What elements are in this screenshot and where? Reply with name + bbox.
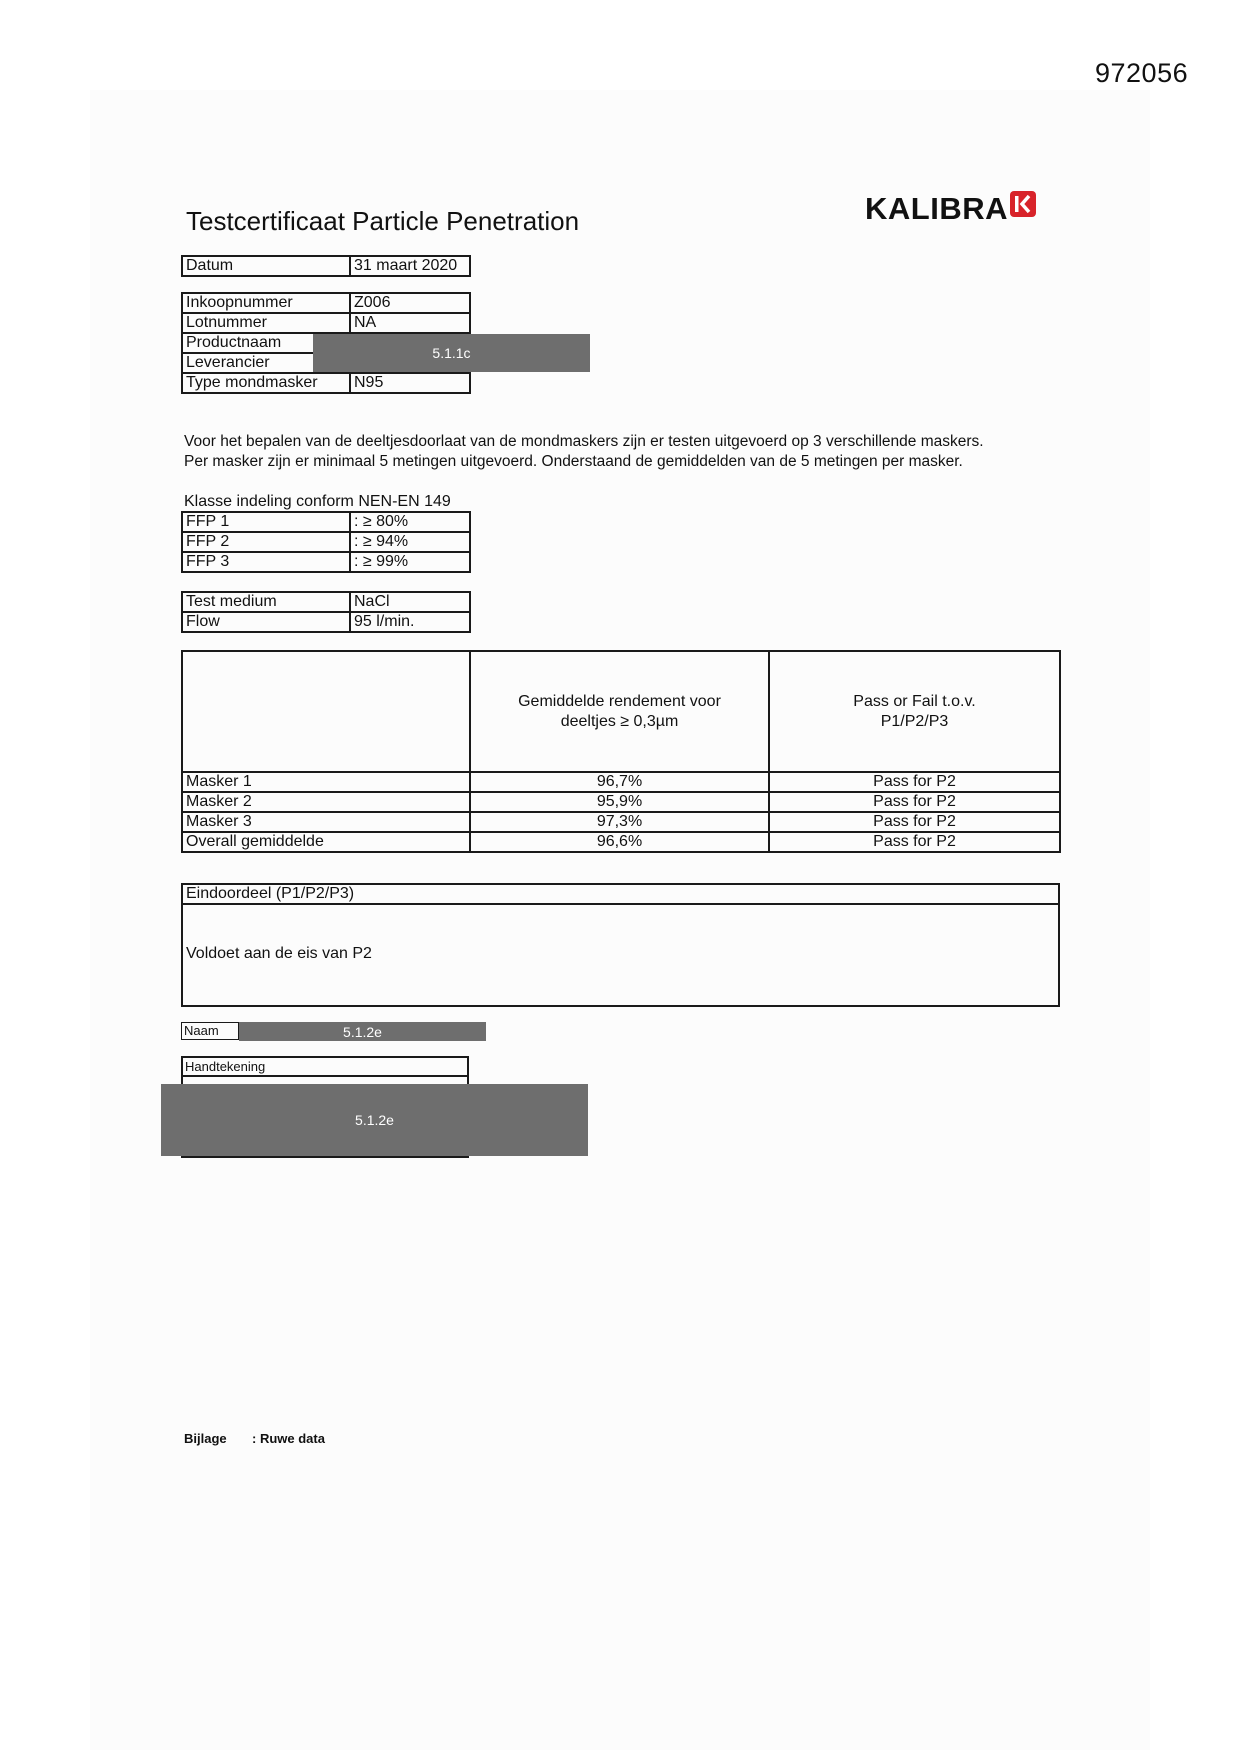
redaction-naam: 5.1.2e — [239, 1022, 486, 1041]
test-row — [182, 612, 470, 632]
table-row — [182, 832, 1060, 852]
results-table — [181, 650, 1061, 853]
klasse-row — [182, 512, 470, 532]
mask-rendement: 97,3% — [470, 812, 769, 832]
header-passfail-line2: P1/P2/P3 — [880, 712, 949, 730]
product-label: Inkoopnummer — [182, 293, 350, 313]
bijlage-value: : Ruwe data — [252, 1431, 325, 1446]
klasse-row — [182, 532, 470, 552]
document-number: 972056 — [1095, 58, 1189, 88]
product-row — [182, 373, 470, 393]
klasse-label: FFP 1 — [182, 512, 350, 532]
results-header-rendement — [470, 651, 769, 772]
klasse-value: : ≥ 99% — [350, 552, 470, 572]
logo-text: KALIBRA — [865, 191, 1008, 226]
header-rendement-line1: Gemiddelde rendement voor — [518, 692, 721, 710]
results-header-row — [182, 651, 1060, 772]
mask-rendement: 96,7% — [470, 772, 769, 792]
klasse-title: Klasse indeling conform NEN-EN 149 — [184, 493, 451, 510]
datum-label: Datum — [182, 256, 350, 276]
mask-name: Masker 2 — [182, 792, 470, 812]
test-label: Flow — [182, 612, 350, 632]
product-value: NA — [350, 313, 470, 333]
datum-table — [181, 255, 471, 277]
klasse-value: : ≥ 94% — [350, 532, 470, 552]
klasse-value: : ≥ 80% — [350, 512, 470, 532]
test-label: Test medium — [182, 592, 350, 612]
table-row — [182, 812, 1060, 832]
test-row — [182, 592, 470, 612]
datum-value: 31 maart 2020 — [350, 256, 470, 276]
product-label: Lotnummer — [182, 313, 350, 333]
intro-line-1: Voor het bepalen van de deeltjesdoorlaat van de mondmaskers zijn er testen uitgevoerd op 3 verschillende maskers. — [184, 433, 984, 450]
test-table — [181, 591, 471, 633]
header-passfail-line1: Pass or Fail t.o.v. — [853, 692, 976, 710]
product-label: Productnaam — [182, 333, 350, 353]
test-value: 95 l/min. — [350, 612, 470, 632]
product-value: Z006 — [350, 293, 470, 313]
product-value: N95 — [350, 373, 470, 393]
klasse-table — [181, 511, 471, 573]
test-value: NaCl — [350, 592, 470, 612]
mask-name: Masker 3 — [182, 812, 470, 832]
product-label: Type mondmasker — [182, 373, 350, 393]
product-label: Leverancier — [182, 353, 350, 373]
verdict-label: Eindoordeel (P1/P2/P3) — [183, 885, 1058, 905]
product-row — [182, 293, 470, 313]
bijlage-label: Bijlage — [184, 1431, 227, 1446]
intro-line-2: Per masker zijn er minimaal 5 metingen uitgevoerd. Onderstaand de gemiddelden van de 5 metingen per masker. — [184, 453, 963, 470]
datum-row — [182, 256, 470, 276]
mask-result: Pass for P2 — [769, 832, 1060, 852]
mask-result: Pass for P2 — [769, 792, 1060, 812]
mask-rendement: 96,6% — [470, 832, 769, 852]
klasse-label: FFP 2 — [182, 532, 350, 552]
certificate-title: Testcertificaat Particle Penetration — [186, 206, 580, 236]
intro-paragraph — [184, 432, 1084, 472]
logo-k-icon — [1010, 191, 1036, 217]
table-row — [182, 792, 1060, 812]
redaction-signature: 5.1.2e — [161, 1084, 588, 1156]
redaction-product: 5.1.1c — [313, 334, 590, 372]
klasse-label: FFP 3 — [182, 552, 350, 572]
signature-label: Handtekening — [183, 1058, 467, 1077]
mask-name: Masker 1 — [182, 772, 470, 792]
klasse-row — [182, 552, 470, 572]
mask-result: Pass for P2 — [769, 772, 1060, 792]
verdict-text: Voldoet aan de eis van P2 — [186, 945, 372, 962]
kalibra-logo — [865, 191, 1036, 227]
results-header-empty — [182, 651, 470, 772]
header-rendement-line2: deeltjes ≥ 0,3µm — [560, 712, 679, 730]
mask-result: Pass for P2 — [769, 812, 1060, 832]
verdict-box — [181, 883, 1060, 1007]
mask-rendement: 95,9% — [470, 792, 769, 812]
naam-label: Naam — [181, 1022, 239, 1040]
table-row — [182, 772, 1060, 792]
product-row — [182, 313, 470, 333]
mask-name: Overall gemiddelde — [182, 832, 470, 852]
results-header-passfail — [769, 651, 1060, 772]
